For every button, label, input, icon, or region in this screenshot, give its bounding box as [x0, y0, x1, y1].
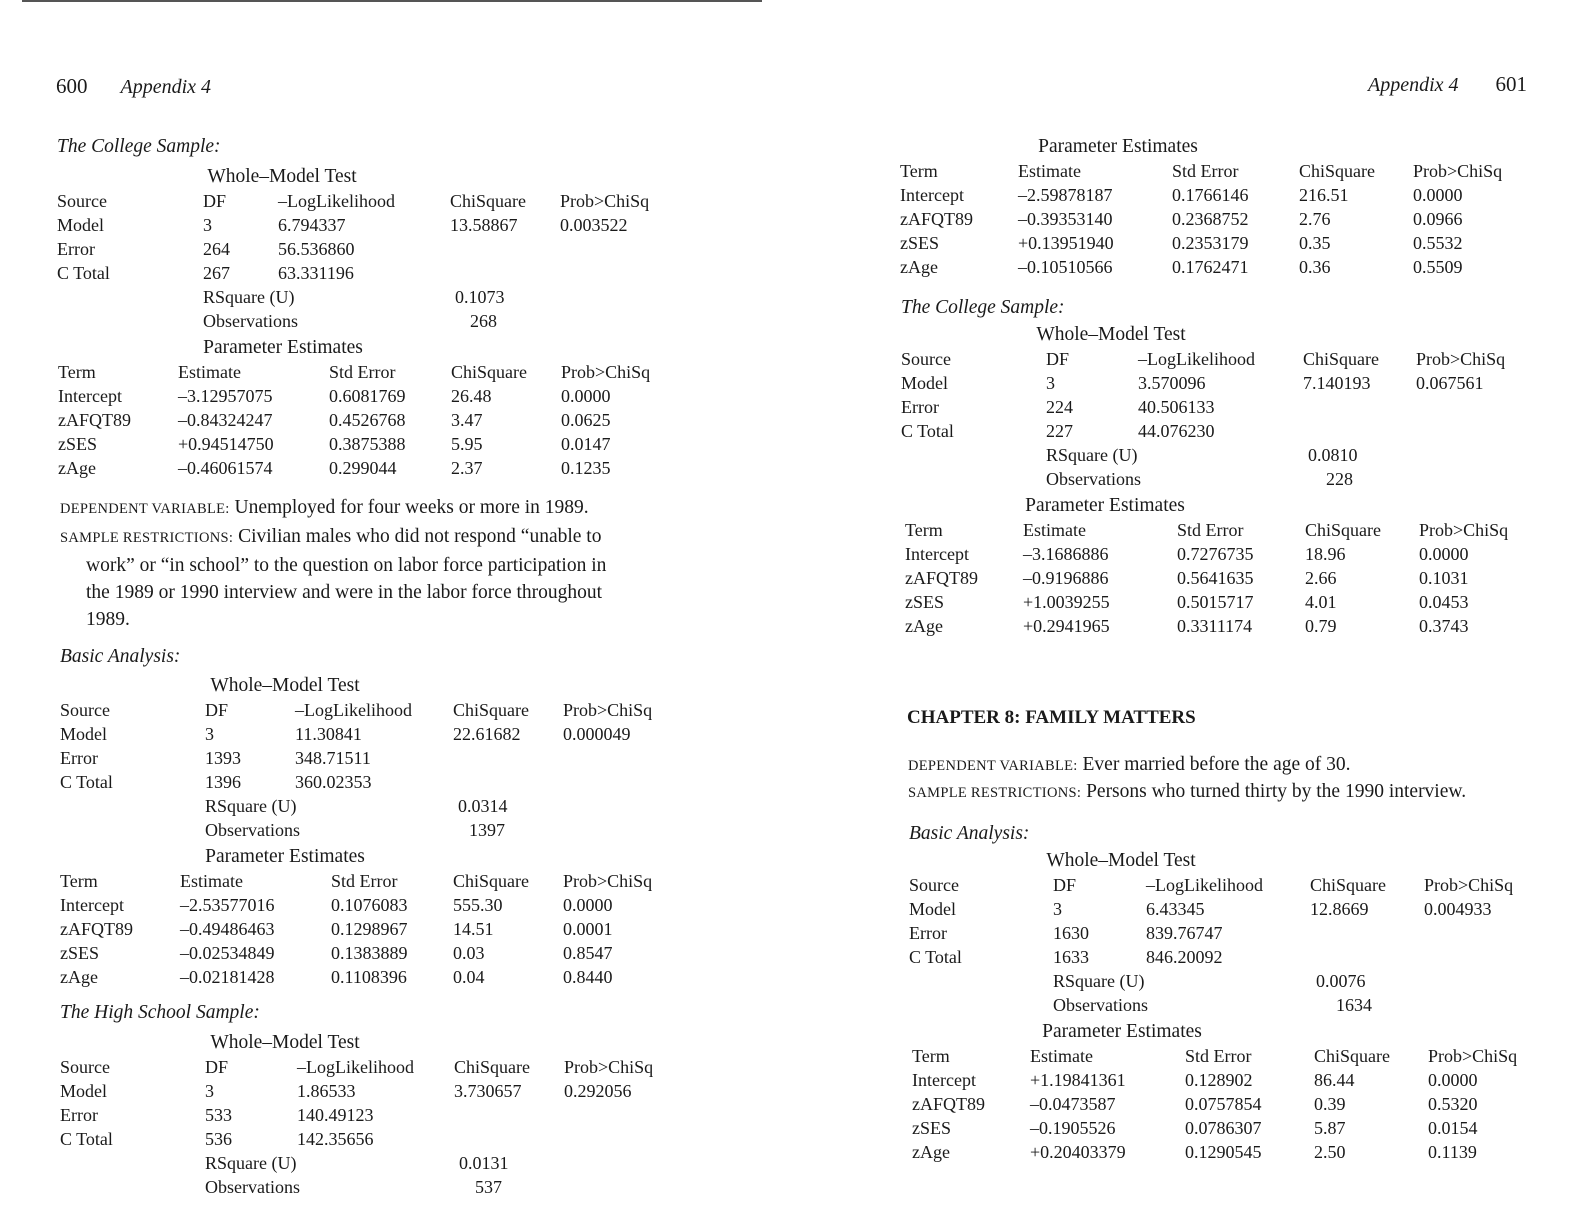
table-row: Intercept +1.19841361 0.128902 86.44 0.0000: [912, 1070, 1478, 1090]
table-header-row: Term Estimate Std Error ChiSquare Prob>ChiSq: [905, 520, 1509, 540]
parameter-estimates-table: [900, 135, 1540, 279]
observations-row: Observations 1634: [1053, 995, 1372, 1015]
table-header-row: Term Estimate Std Error ChiSquare Prob>ChiSq: [60, 871, 653, 891]
table-header-row: Source DF –LogLikelihood ChiSquare Prob>ChiSq: [901, 349, 1506, 369]
section-title-basic: Basic Analysis:: [60, 646, 181, 667]
rsquare-row: RSquare (U) 0.1073: [203, 287, 505, 307]
table-heading: Whole–Model Test: [1046, 850, 1196, 871]
running-head-left: [56, 74, 211, 99]
section-title-high-school: The High School Sample:: [60, 1002, 260, 1023]
table-row: Model 3 11.30841 22.61682 0.000049: [60, 724, 631, 744]
table-header-row: Term Estimate Std Error ChiSquare Prob>ChiSq: [58, 362, 651, 382]
table-row: zAge +0.20403379 0.1290545 2.50 0.1139: [912, 1142, 1477, 1162]
table-row: Model 3 1.86533 3.730657 0.292056: [60, 1081, 632, 1101]
table-heading: Parameter Estimates: [203, 337, 363, 358]
table-row: Error 1630 839.76747: [909, 923, 1223, 943]
table-row: Intercept –3.1686886 0.7276735 18.96 0.0000: [905, 544, 1469, 564]
table-row: zSES +0.13951940 0.2353179 0.35 0.5532: [900, 233, 1463, 253]
table-heading: Whole–Model Test: [210, 1032, 360, 1053]
table-header-row: Term Estimate Std Error ChiSquare Prob>ChiSq: [900, 161, 1503, 181]
parameter-estimates-table: [58, 336, 698, 480]
rsquare-row: RSquare (U) 0.0131: [205, 1153, 509, 1173]
running-title: Appendix 4: [120, 76, 212, 98]
observations-row: Observations 1397: [205, 820, 505, 840]
table-heading: Parameter Estimates: [1038, 136, 1198, 157]
table-heading: Parameter Estimates: [1042, 1021, 1202, 1042]
table-row: zAge +0.2941965 0.3311174 0.79 0.3743: [905, 616, 1469, 636]
table-row: Model 3 6.43345 12.8669 0.004933: [909, 899, 1492, 919]
table-heading: Parameter Estimates: [1025, 495, 1185, 516]
page-edge-line: [22, 0, 762, 2]
table-header-row: Source DF –LogLikelihood ChiSquare Prob>ChiSq: [57, 191, 650, 211]
table-row: zAFQT89 –0.49486463 0.1298967 14.51 0.0001: [60, 919, 613, 939]
table-heading: Whole–Model Test: [207, 166, 357, 187]
table-row: C Total 536 142.35656: [60, 1129, 374, 1149]
section-title-basic: Basic Analysis:: [909, 823, 1030, 844]
table-row: C Total 267 63.331196: [57, 263, 354, 283]
table-header-row: Term Estimate Std Error ChiSquare Prob>ChiSq: [912, 1046, 1518, 1066]
table-row: Error 264 56.536860: [57, 239, 355, 259]
section-title-college: The College Sample:: [57, 136, 221, 157]
table-header-row: Source DF –LogLikelihood ChiSquare Prob>ChiSq: [909, 875, 1514, 895]
table-row: Model 3 3.570096 7.140193 0.067561: [901, 373, 1484, 393]
running-title: Appendix 4: [1368, 74, 1459, 96]
whole-model-test-table: [901, 323, 1541, 491]
table-row: zAge –0.02181428 0.1108396 0.04 0.8440: [60, 967, 613, 987]
rsquare-row: RSquare (U) 0.0314: [205, 796, 508, 816]
table-row: zSES +0.94514750 0.3875388 5.95 0.0147: [58, 434, 611, 454]
right-page: [791, 0, 1582, 1220]
table-row: zSES –0.1905526 0.0786307 5.87 0.0154: [912, 1118, 1478, 1138]
observations-row: Observations 228: [1046, 469, 1353, 489]
table-row: zAge –0.10510566 0.1762471 0.36 0.5509: [900, 257, 1463, 277]
table-row: Intercept –3.12957075 0.6081769 26.48 0.0000: [58, 386, 611, 406]
whole-model-test-table: [57, 165, 697, 333]
rsquare-row: RSquare (U) 0.0810: [1046, 445, 1358, 465]
table-row: zAFQT89 –0.9196886 0.5641635 2.66 0.1031: [905, 568, 1469, 588]
whole-model-test-table: [60, 674, 700, 842]
table-row: Error 533 140.49123: [60, 1105, 374, 1125]
table-row: zAFQT89 –0.39353140 0.2368752 2.76 0.0966: [900, 209, 1463, 229]
table-row: Error 224 40.506133: [901, 397, 1215, 417]
table-row: zSES –0.02534849 0.1383889 0.03 0.8547: [60, 943, 613, 963]
whole-model-test-table: [60, 1031, 700, 1199]
observations-row: Observations 268: [203, 311, 497, 331]
parameter-estimates-table: [905, 494, 1545, 638]
observations-row: Observations 537: [205, 1177, 502, 1197]
page-number: 600: [56, 74, 88, 98]
table-header-row: Source DF –LogLikelihood ChiSquare Prob>ChiSq: [60, 700, 653, 720]
table-row: Intercept –2.53577016 0.1076083 555.30 0.0000: [60, 895, 613, 915]
table-row: C Total 1633 846.20092: [909, 947, 1223, 967]
table-heading: Whole–Model Test: [210, 675, 360, 696]
chapter-heading: CHAPTER 8: FAMILY MATTERS: [907, 707, 1196, 728]
table-row: C Total 1396 360.02353: [60, 772, 372, 792]
dependent-variable-note: DEPENDENT VARIABLE: Ever married before the age of 30. SAMPLE RESTRICTIONS: Persons who turned thirty by the 1990 interview.: [908, 754, 1467, 802]
table-row: zAge –0.46061574 0.299044 2.37 0.1235: [58, 458, 611, 478]
table-row: zAFQT89 –0.0473587 0.0757854 0.39 0.5320: [912, 1094, 1478, 1114]
table-header-row: Source DF –LogLikelihood ChiSquare Prob>ChiSq: [60, 1057, 654, 1077]
table-row: Intercept –2.59878187 0.1766146 216.51 0.0000: [900, 185, 1463, 205]
parameter-estimates-table: [60, 845, 700, 989]
whole-model-test-table: [909, 849, 1549, 1017]
table-heading: Parameter Estimates: [205, 846, 365, 867]
running-head-right: [1368, 72, 1527, 97]
table-row: Model 3 6.794337 13.58867 0.003522: [57, 215, 628, 235]
table-row: zAFQT89 –0.84324247 0.4526768 3.47 0.0625: [58, 410, 611, 430]
parameter-estimates-table: [912, 1020, 1552, 1164]
section-title-college: The College Sample:: [901, 297, 1065, 318]
rsquare-row: RSquare (U) 0.0076: [1053, 971, 1366, 991]
table-row: C Total 227 44.076230: [901, 421, 1215, 441]
table-row: zSES +1.0039255 0.5015717 4.01 0.0453: [905, 592, 1469, 612]
dependent-variable-note: DEPENDENT VARIABLE: Unemployed for four weeks or more in 1989. SAMPLE RESTRICTIONS: Civilian males who did not respond “unable to work” or “in school” to the question on labor force participation in the 1989 or 1990 interview and were in the labor force throughout 1989.: [60, 497, 607, 630]
page-number: 601: [1495, 72, 1528, 96]
table-heading: Whole–Model Test: [1036, 324, 1186, 345]
table-row: Error 1393 348.71511: [60, 748, 371, 768]
